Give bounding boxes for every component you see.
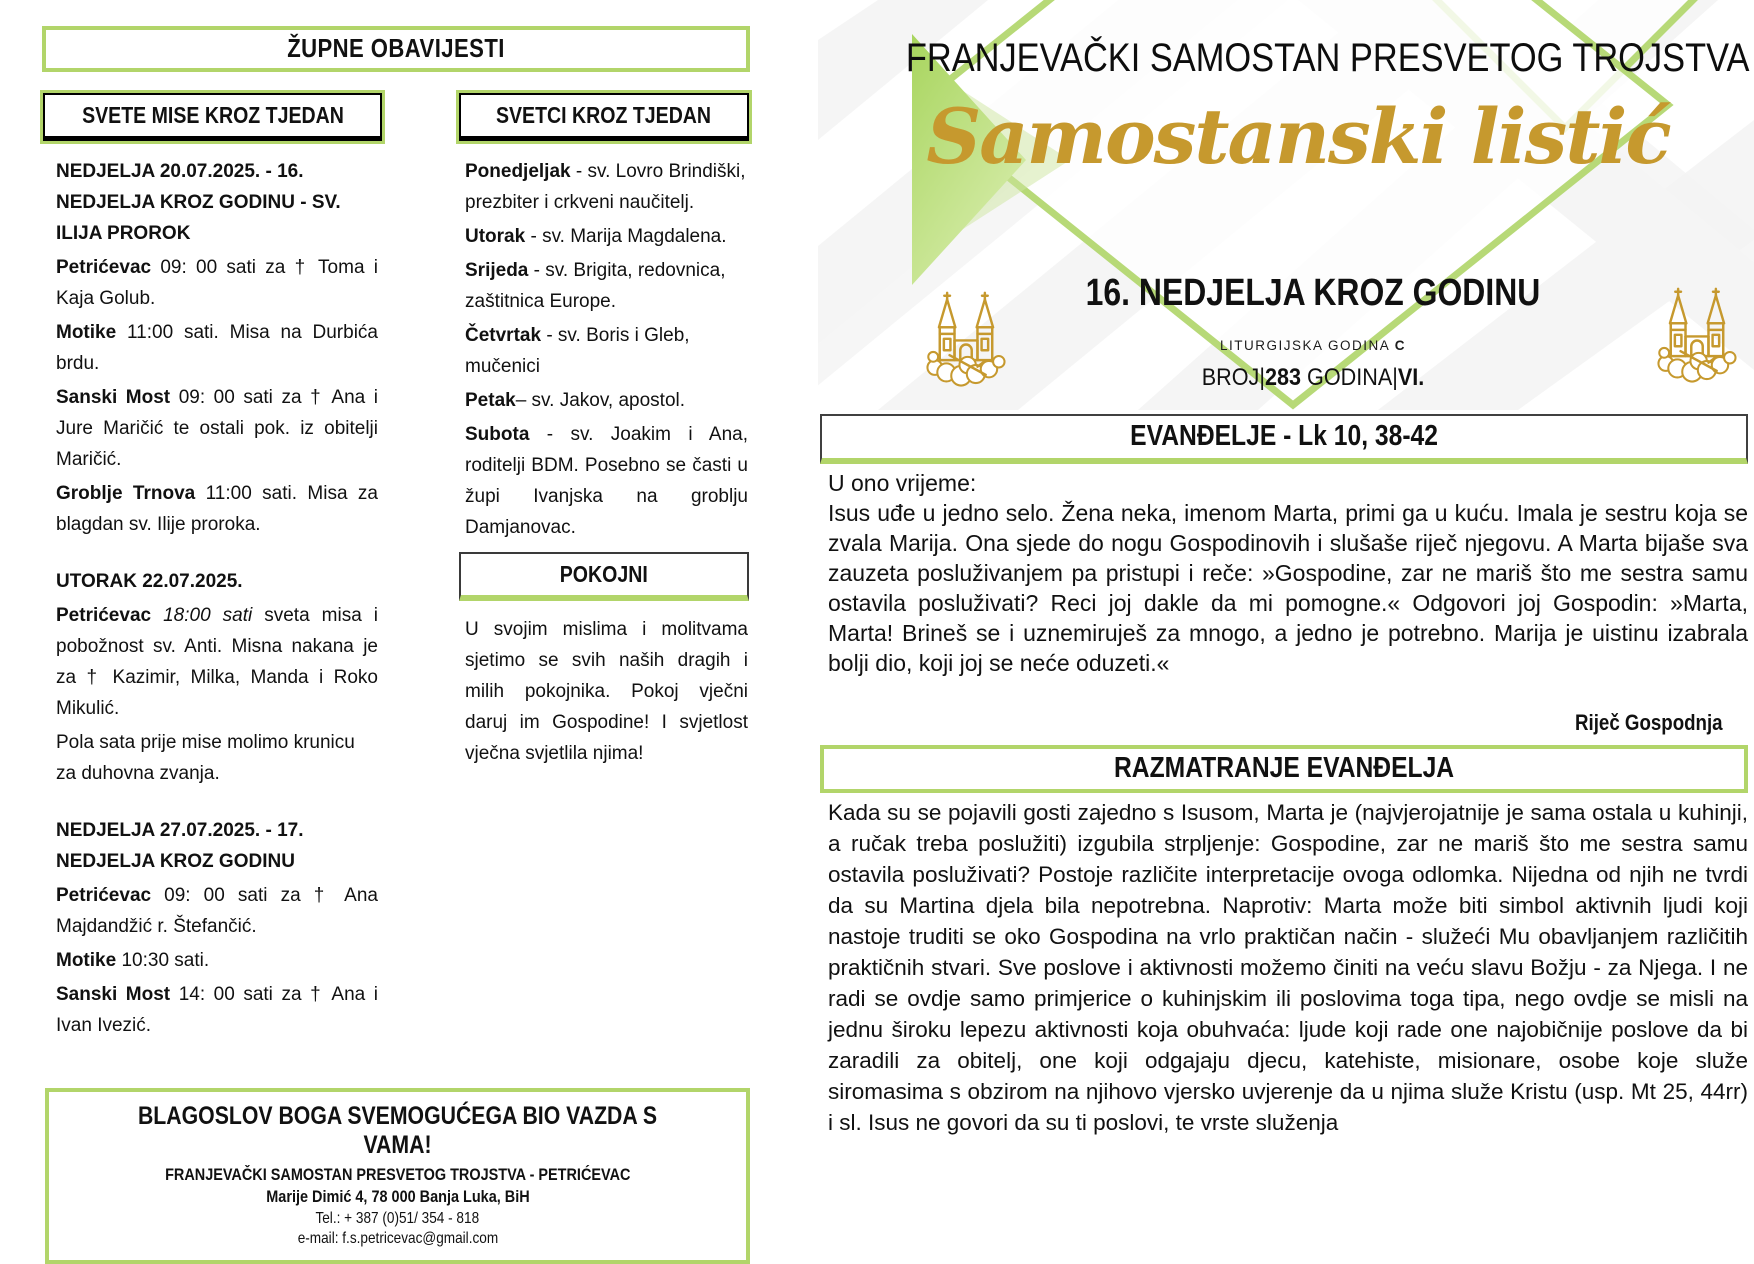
text-run: UTORAK 22.07.2025. bbox=[56, 571, 243, 592]
reflection-text: Kada su se pojavili gosti zajedno s Isusom, Marta je (najvjerojatnije je sama ostala u kuhinji, a ručak treba poslužiti) izgubila strpljenje: Gospodine, zar ne mariš što me sestra samu ostavila posluživati? Postoje različite interpretacije ovoga odlomka. Nijedna od njih ne tvrdi da su Martina djela bila nepotrebna. Naprotiv: Marta može biti simbol aktivnih ljudi koji nastoje truditi se oko Gospodina na vrlo praktičan način - služeći Mu obavljanjem različitih praktičnih stvari. Sve poslove i aktivnosti možemo činiti na veću slavu Božju - za Njega. I ne radi se ovdje samo primjerice o kuhinjskim ili poslovima toga tipa, nego ovdje se misli na jednu široku lepezu aktivnosti koja obuhvaća: ljude koji rade one najobičnije poslove da bi zaradili za obitelj, one koji odgajaju djecu, katehiste, misionare, osobe koje služe siromasima s obzirom na njihovo vjersko uvjerenje da u njima služe Kristu (usp. Mt 25, 44rr) i sl. Isus ne govori da su ti poslovi, te vrste služenja bbox=[828, 800, 1748, 1135]
bulletin-title: Samostanski listić bbox=[926, 92, 1670, 181]
paragraph bbox=[40, 478, 385, 540]
issue-number bbox=[916, 364, 1710, 392]
text-run: NEDJELJA 20.07.2025. - 16. NEDJELJA KROZ GODINU - SV. ILIJA PROROK bbox=[56, 161, 341, 244]
footer-monastery bbox=[57, 1165, 738, 1185]
footer-address-label: Marije Dimić 4, 78 000 Banja Luka, BiH bbox=[265, 1187, 530, 1206]
text-run: - sv. Marija Magdalena. bbox=[525, 226, 727, 247]
saints-header bbox=[459, 93, 749, 141]
text-run: – sv. Jakov, apostol. bbox=[515, 390, 686, 411]
paragraph bbox=[40, 815, 385, 877]
paragraph bbox=[456, 614, 752, 769]
text-run: GODINA| bbox=[1301, 364, 1398, 391]
left-columns bbox=[40, 90, 752, 1044]
masses-column bbox=[40, 90, 385, 1044]
text-run: 14: 00 sati za † Ana i Ivan Ivezić. bbox=[56, 984, 378, 1036]
paragraph bbox=[40, 382, 385, 475]
text-run: Petrićevac bbox=[56, 257, 152, 278]
masses-list bbox=[40, 156, 385, 1041]
gospel-closing bbox=[1562, 710, 1736, 736]
gospel-header bbox=[820, 414, 1748, 464]
paragraph bbox=[456, 221, 752, 252]
text-run: 11:00 sati. Misa za blagdan sv. Ilije proroka. bbox=[56, 483, 378, 535]
footer-email bbox=[57, 1230, 738, 1248]
reflection-header-label: RAZMATRANJE EVANĐELJA bbox=[1113, 752, 1455, 784]
text-run: Ponedjeljak bbox=[465, 161, 571, 182]
reflection-header bbox=[820, 745, 1748, 793]
paragraph bbox=[456, 320, 752, 382]
footer-email-label: e-mail: f.s.petricevac@gmail.com bbox=[297, 1230, 498, 1247]
text-run: Petrićevac bbox=[56, 605, 152, 626]
deceased-header bbox=[459, 552, 749, 601]
text-run: Motike bbox=[56, 322, 117, 343]
deceased-text bbox=[456, 614, 752, 769]
text-run: 283 bbox=[1264, 364, 1302, 391]
text-run: BROJ| bbox=[1201, 364, 1265, 391]
text-run: 11:00 sati. Misa na Durbića brdu. bbox=[56, 322, 378, 374]
text-run: Motike bbox=[56, 950, 117, 971]
text-run: U svojim mislima i molitvama sjetimo se svih naših dragih i milih pokojnika. Pokoj vječni daruj im Gospodine! I svjetlost vječna svjetlila njima! bbox=[465, 619, 748, 764]
paragraph bbox=[456, 255, 752, 317]
deceased-header-label: POKOJNI bbox=[559, 561, 649, 587]
text-run: Groblje Trnova bbox=[56, 483, 196, 504]
text-run: 09: 00 sati za † Ana i Jure Maričić te ostali pok. iz obitelji Maričić. bbox=[56, 387, 378, 470]
paragraph bbox=[456, 156, 752, 218]
liturgical-year bbox=[872, 338, 1754, 353]
sunday-title: 16. NEDJELJA KROZ GODINU bbox=[1085, 272, 1541, 314]
footer-monastery-label: FRANJEVAČKI SAMOSTAN PRESVETOG TROJSTVA - PETRIĆEVAC bbox=[164, 1165, 631, 1184]
text-run: - sv. Boris i Gleb, mučenici bbox=[465, 325, 690, 377]
text-run: - sv. Brigita, redovnica, zaštitnica Europe. bbox=[465, 260, 726, 312]
paragraph bbox=[456, 385, 752, 416]
masses-header-label: SVETE MISE KROZ TJEDAN bbox=[81, 102, 344, 128]
text-run: Petrićevac bbox=[56, 885, 152, 906]
text-run: 18:00 sati bbox=[151, 605, 253, 626]
text-run: Utorak bbox=[465, 226, 526, 247]
text-run: Srijeda bbox=[465, 260, 529, 281]
text-run: - sv. Lovro Brindiški, prezbiter i crkveni naučitelj. bbox=[465, 161, 746, 213]
saints-header-label: SVETCI KROZ TJEDAN bbox=[496, 102, 712, 128]
text-run: 09: 00 sati za † Toma i Kaja Golub. bbox=[56, 257, 378, 309]
gospel-header-label: EVANĐELJE - Lk 10, 38-42 bbox=[1130, 420, 1438, 452]
paragraph bbox=[40, 979, 385, 1041]
paragraph bbox=[456, 419, 752, 543]
footer-phone bbox=[57, 1210, 738, 1228]
footer-blessing-label: BLAGOSLOV BOGA SVEMOGUĆEGA BIO VAZDA S VAMA! bbox=[137, 1102, 658, 1159]
text-run: Sanski Most bbox=[56, 387, 171, 408]
column-divider bbox=[385, 90, 456, 1044]
text-run: NEDJELJA 27.07.2025. - 17. NEDJELJA KROZ GODINU bbox=[56, 820, 304, 872]
footer-phone-label: Tel.: + 387 (0)51/ 354 - 818 bbox=[315, 1210, 480, 1227]
footer-blessing bbox=[57, 1102, 738, 1160]
text-run: - sv. Joakim i Ana, roditelji BDM. Posebno se časti u župi Ivanjska na groblju Damjanovac. bbox=[465, 424, 748, 538]
gospel-closing-label: Riječ Gospodnja bbox=[1575, 710, 1723, 735]
page-title-label: ŽUPNE OBAVIJESTI bbox=[287, 33, 505, 63]
footer-box bbox=[45, 1088, 750, 1264]
text-run: 09: 00 sati za † Ana Majdandžić r. Štefančić. bbox=[56, 885, 378, 937]
paragraph bbox=[40, 156, 385, 249]
monastery-title: FRANJEVAČKI SAMOSTAN PRESVETOG TROJSTVA bbox=[905, 36, 1750, 80]
gospel-body: Isus uđe u jedno selo. Žena neka, imenom Marta, primi ga u kuću. Imala je sestru koja se zvala Marija. Ona sjede do nogu Gospodinovih i slušaše riječ njegovu. A Marta bijaše sva zauzeta posluživanjem pa pristupi i reče: »Gospodine, zar ne mariš što me sestra samu ostavila posluživati? Reci joj dakle da mi pomogne.« Odgovori joj Gospodin: »Marta, Marta! Brineš se i uznemiruješ za mnogo, a jedno je potrebno. Marija je uistinu izabrala bolji dio, koji joj se neće oduzeti.« bbox=[828, 500, 1748, 676]
text-run: Petak bbox=[465, 390, 516, 411]
text-run: Sanski Most bbox=[56, 984, 171, 1005]
paragraph bbox=[40, 600, 385, 724]
gospel-text bbox=[828, 468, 1748, 678]
text-run: VI. bbox=[1397, 364, 1425, 391]
footer-address bbox=[57, 1187, 738, 1207]
saints-column bbox=[456, 90, 752, 1044]
paragraph bbox=[40, 566, 385, 597]
paragraph bbox=[40, 880, 385, 942]
text-run: LITURGIJSKA GODINA bbox=[1219, 338, 1395, 353]
masses-header bbox=[43, 93, 382, 141]
text-run: Pola sata prije mise molimo krunicu za duhovna zvanja. bbox=[56, 732, 355, 784]
right-page bbox=[818, 0, 1754, 1240]
text-run: C bbox=[1394, 338, 1407, 353]
text-run: Subota bbox=[465, 424, 530, 445]
saints-list bbox=[456, 156, 752, 543]
text-run: 10:30 sati. bbox=[116, 950, 210, 971]
paragraph bbox=[40, 317, 385, 379]
paragraph bbox=[40, 945, 385, 976]
masthead bbox=[818, 0, 1754, 410]
text-run: sveta misa i pobožnost sv. Anti. Misna nakana je za † Kazimir, Milka, Manda i Roko Mikulić. bbox=[56, 605, 378, 719]
page-title bbox=[42, 26, 750, 72]
gospel-intro: U ono vrijeme: bbox=[828, 470, 977, 496]
paragraph bbox=[40, 727, 385, 789]
left-page bbox=[40, 26, 752, 1247]
paragraph bbox=[40, 252, 385, 314]
text-run: Četvrtak bbox=[465, 325, 542, 346]
